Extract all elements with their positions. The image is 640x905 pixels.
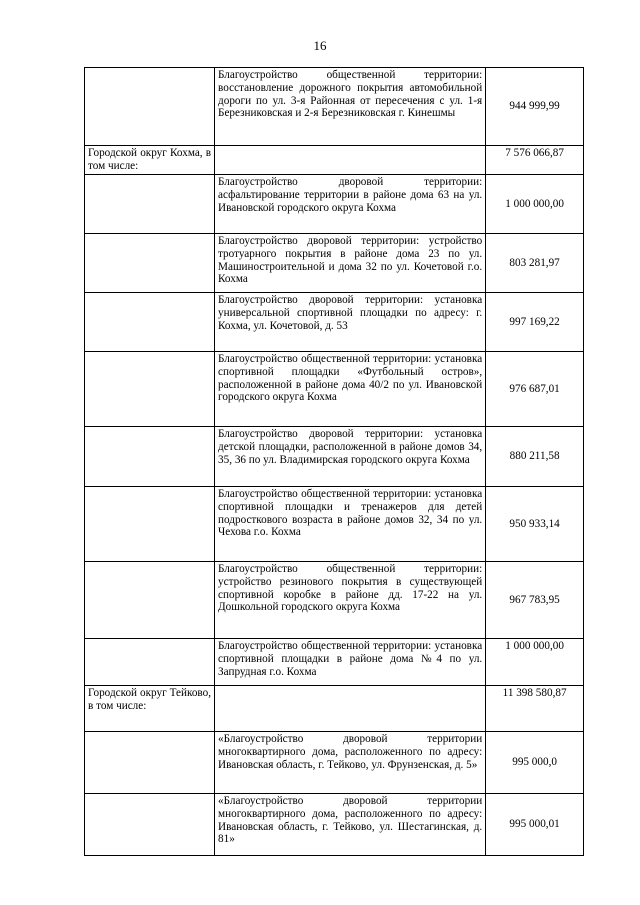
area-cell [85,234,215,293]
area-cell [85,175,215,234]
description-cell: «Благоустройство дворовой территории многоквартирного дома, расположенного по адресу: Ивановская область, г. Тейково, ул. Шестагинская, д. 81» [215,794,486,856]
amount-cell: 944 999,99 [486,68,584,146]
description-cell: Благоустройство дворовой территории: асфальтирование территории в районе дома 63 на ул. Ивановской городского округа Кохма [215,175,486,234]
table-row [85,794,584,856]
amount-cell: 11 398 580,87 [486,686,584,732]
table-row [85,68,584,146]
area-cell: Городской округ Тейково, в том числе: [85,686,215,732]
table-row [85,234,584,293]
description-cell: Благоустройство дворовой территории: установка детской площадки, расположенной в районе домов 34, 35, 36 по ул. Владимирская городского округа Кохма [215,427,486,487]
description-cell: Благоустройство общественной территории: восстановление дорожного покрытия автомобильной дороги по ул. 3-я Районная от пересечения с ул. 1-я Березниковская и 2-я Березниковская г. Кинешмы [215,68,486,146]
description-cell: Благоустройство дворовой территории: устройство тротуарного покрытия в районе дома 23 по ул. Машиностроительной и дома 32 по ул. Кочетовой г.о. Кохма [215,234,486,293]
amount-cell: 967 783,95 [486,562,584,639]
table-row [85,293,584,352]
description-cell: Благоустройство общественной территории: установка спортивной площадки и тренажеров для детей подросткового возраста в районе домов 32, 34 по ул. Чехова г.о. Кохма [215,487,486,562]
amount-cell: 976 687,01 [486,352,584,427]
amount-cell: 995 000,0 [486,732,584,794]
description-cell [215,146,486,175]
table-row [85,686,584,732]
description-cell: Благоустройство общественной территории: устройство резинового покрытия в существующей спортивной коробке в районе дд. 17-22 на ул. Дошкольной городского округа Кохма [215,562,486,639]
amount-cell: 997 169,22 [486,293,584,352]
description-cell: Благоустройство дворовой территории: установка универсальной спортивной площадки по адресу: г. Кохма, ул. Кочетовой, д. 53 [215,293,486,352]
description-cell: «Благоустройство дворовой территории многоквартирного дома, расположенного по адресу: Ивановская область, г. Тейково, ул. Фрунзенская, д. 5» [215,732,486,794]
area-cell: Городской округ Кохма, в том числе: [85,146,215,175]
area-cell [85,352,215,427]
amount-cell: 880 211,58 [486,427,584,487]
funding-table [84,67,584,856]
area-cell [85,487,215,562]
page-number: 16 [313,38,327,53]
amount-cell: 1 000 000,00 [486,175,584,234]
amount-cell: 803 281,97 [486,234,584,293]
area-cell [85,639,215,686]
amount-cell: 995 000,01 [486,794,584,856]
area-cell [85,293,215,352]
table-row [85,175,584,234]
area-cell [85,794,215,856]
amount-cell: 1 000 000,00 [486,639,584,686]
amount-cell: 950 933,14 [486,487,584,562]
description-cell: Благоустройство общественной территории: установка спортивной площадки «Футбольный остров», расположенной в районе дома 40/2 по ул. Ивановской городского округа Кохма [215,352,486,427]
area-cell [85,427,215,487]
table-row [85,487,584,562]
table-row [85,352,584,427]
table-row [85,146,584,175]
description-cell [215,686,486,732]
table-row [85,427,584,487]
table-row [85,732,584,794]
area-cell [85,68,215,146]
area-cell [85,732,215,794]
table-row [85,562,584,639]
area-cell [85,562,215,639]
description-cell: Благоустройство общественной территории: установка спортивной площадки в районе дома №4 по ул. Запрудная г.о. Кохма [215,639,486,686]
table-row [85,639,584,686]
amount-cell: 7 576 066,87 [486,146,584,175]
